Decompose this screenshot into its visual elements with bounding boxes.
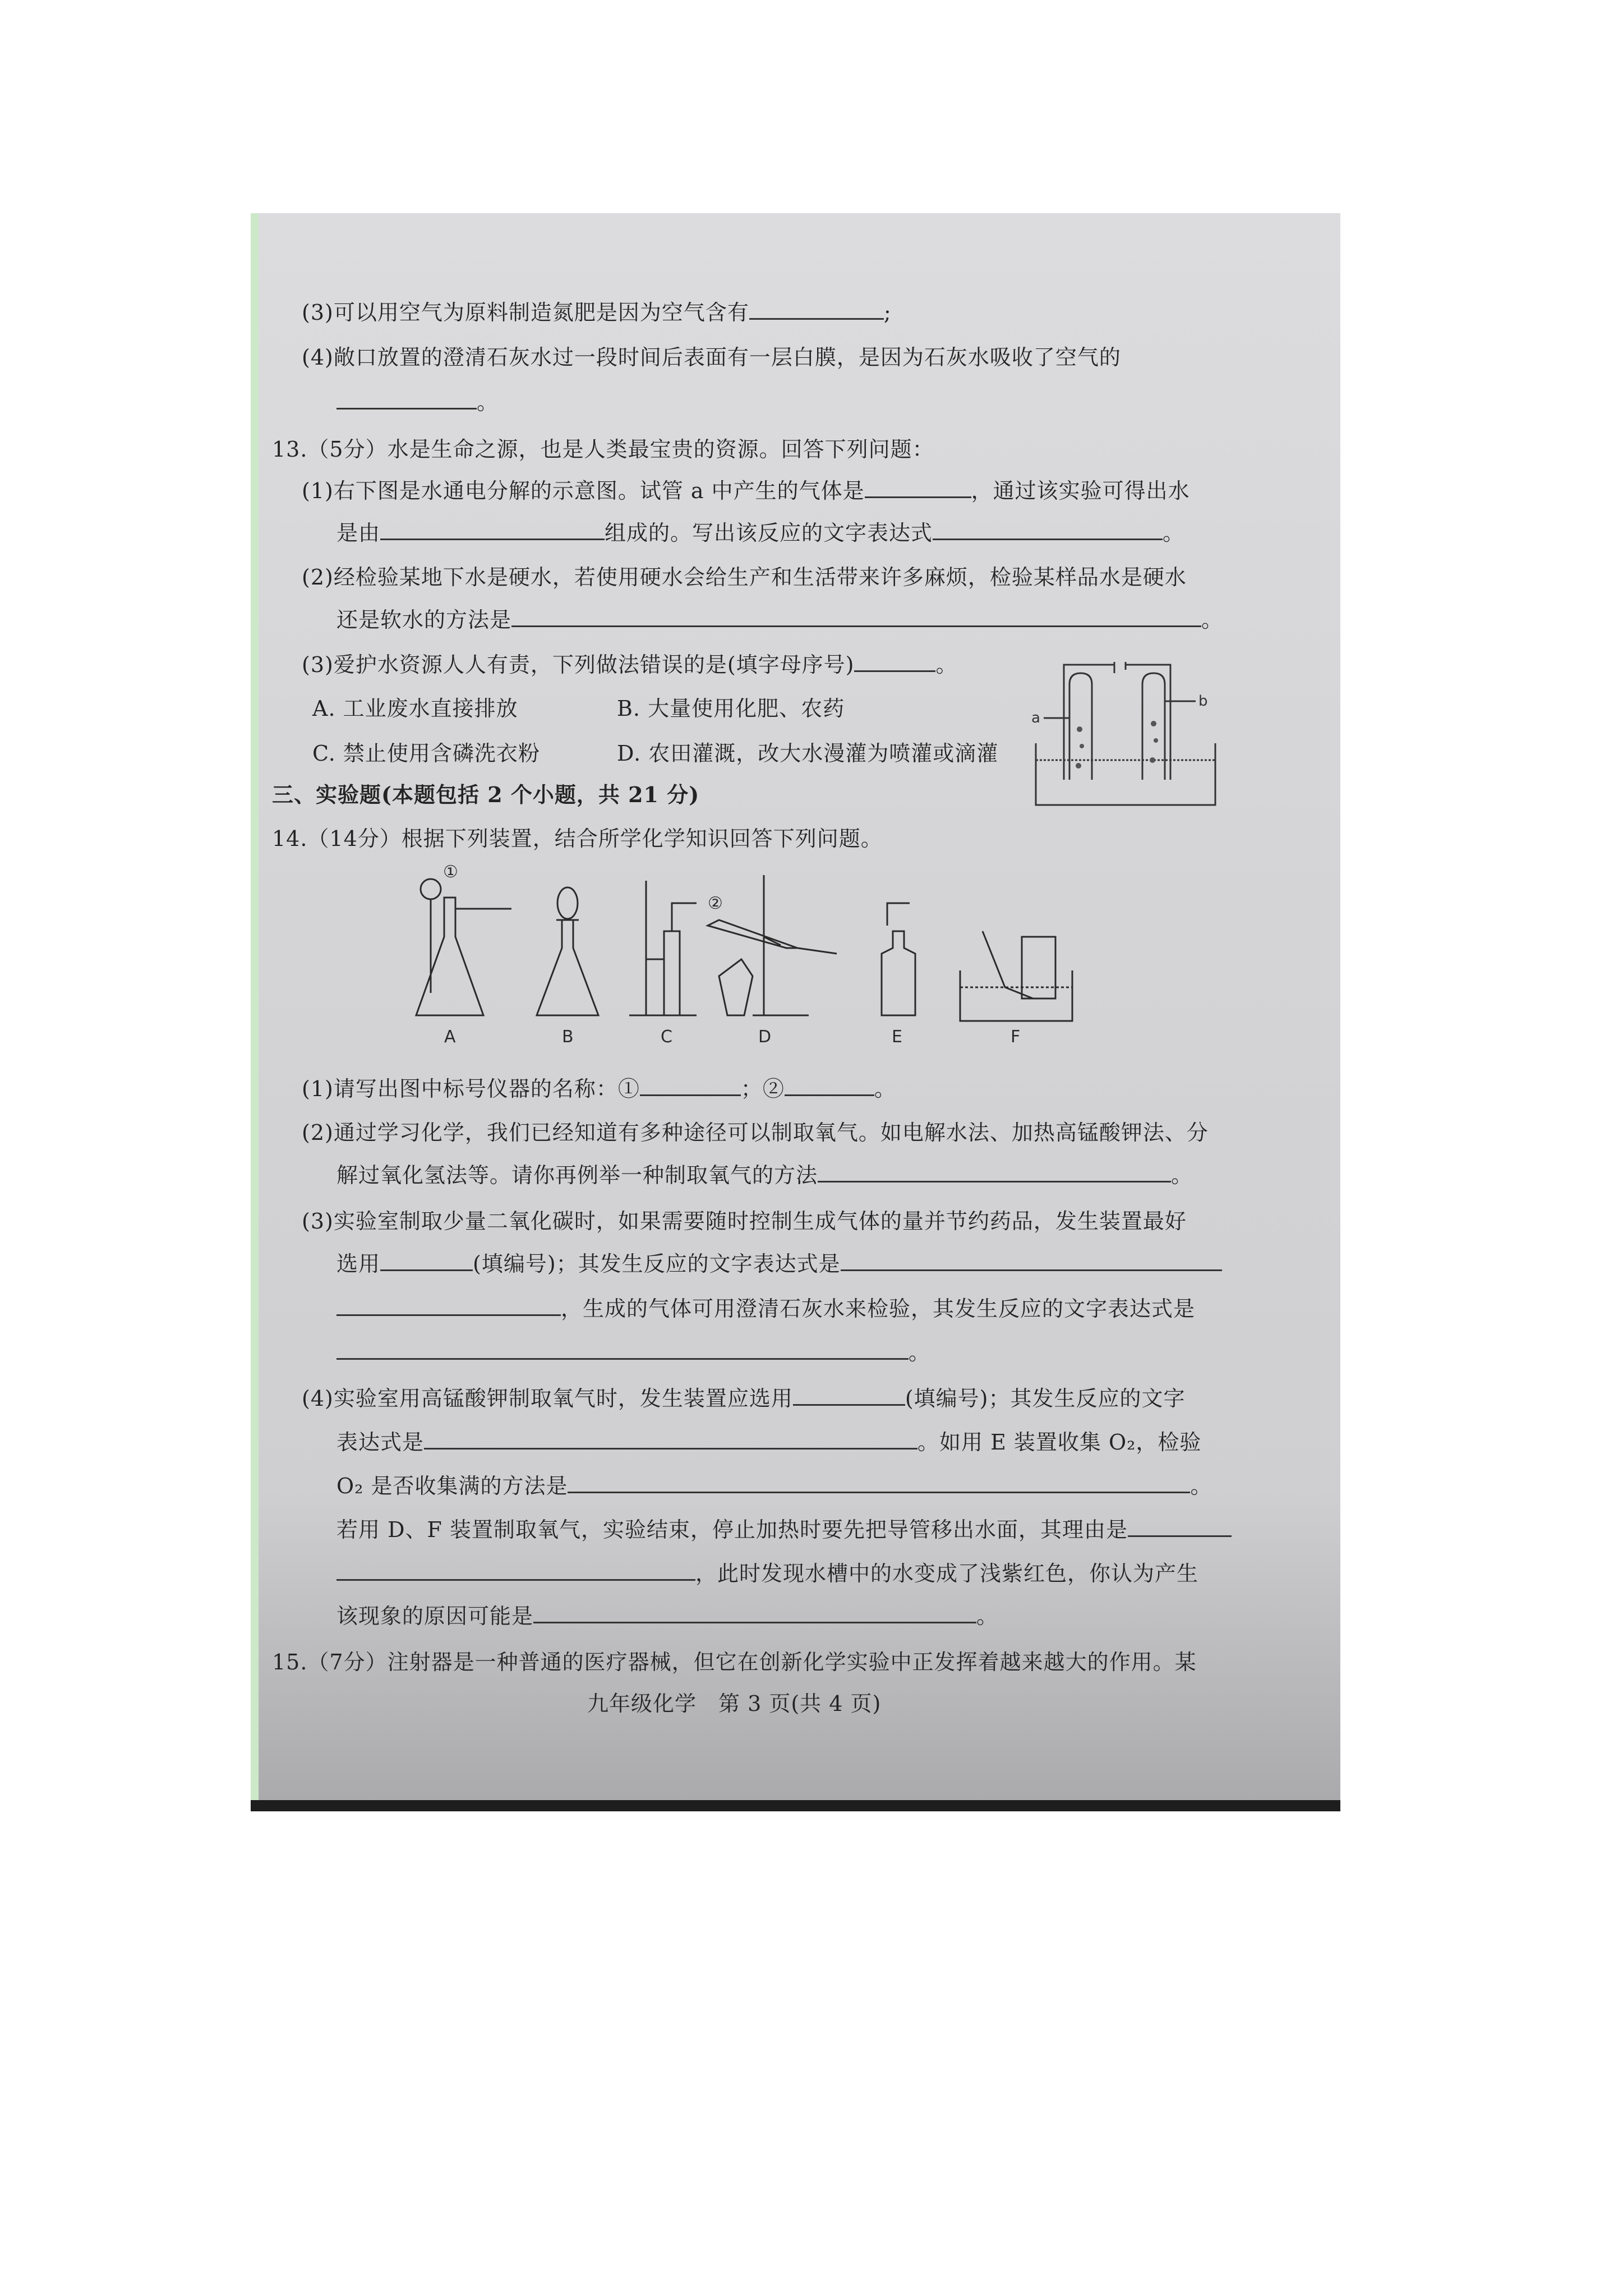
answer-blank[interactable] xyxy=(865,477,971,498)
label-e: E xyxy=(892,1027,902,1047)
answer-blank[interactable] xyxy=(818,1162,1171,1182)
q13-part1-line1: (1)右下图是水通电分解的示意图。试管 a 中产生的气体是 ，通过该实验可得出水 xyxy=(302,478,1190,503)
photo-left-edge xyxy=(251,213,259,1811)
answer-blank[interactable] xyxy=(1128,1516,1232,1537)
q12-part3: (3)可以用空气为原料制造氮肥是因为空气含有 ; xyxy=(302,300,892,325)
answer-blank[interactable] xyxy=(336,1295,561,1316)
label-a: a xyxy=(1031,710,1040,726)
q14-part4-line5: ，此时发现水槽中的水变成了浅紫红色，你认为产生 xyxy=(336,1559,1198,1588)
photo-bottom-edge xyxy=(251,1800,1340,1811)
answer-blank[interactable] xyxy=(336,1339,909,1360)
q13-option-b: B. 大量使用化肥、农药 xyxy=(617,696,845,721)
q15-stem: 15.（7分）注射器是一种普通的医疗器械，但它在创新化学实验中正发挥着越来越大的作用。某 xyxy=(272,1650,1197,1674)
test-tube-a xyxy=(1069,673,1092,780)
apparatus-f xyxy=(960,931,1072,1021)
answer-blank[interactable] xyxy=(380,1250,473,1271)
q14-part1: (1)请写出图中标号仪器的名称：① ；② 。 xyxy=(302,1076,896,1101)
lab-apparatus-figure xyxy=(394,864,1123,1049)
page-footer: 九年级化学 第 3 页(共 4 页) xyxy=(587,1691,882,1716)
label-c: C xyxy=(661,1027,672,1047)
section-3-heading: 三、实验题(本题包括 2 个小题，共 21 分) xyxy=(272,782,700,807)
q13-part2-line2: 还是软水的方法是 。 xyxy=(336,608,1224,632)
answer-blank[interactable] xyxy=(568,1473,1190,1493)
q12-part4-blank-line: 。 xyxy=(336,388,499,416)
q13-stem: 13.（5分）水是生命之源，也是人类最宝贵的资源。回答下列问题： xyxy=(272,437,934,462)
wire-right xyxy=(1126,665,1170,780)
answer-blank[interactable] xyxy=(793,1385,905,1406)
answer-blank[interactable] xyxy=(336,1560,695,1581)
q14-part4-line2: 表达式是 。如用 E 装置收集 O₂，检验 xyxy=(336,1430,1202,1455)
label-a: A xyxy=(444,1027,456,1047)
apparatus-d xyxy=(708,875,837,1015)
q14-part3-line3: ，生成的气体可用澄清石灰水来检验，其发生反应的文字表达式是 xyxy=(336,1295,1195,1323)
label-d: D xyxy=(758,1027,772,1047)
answer-blank[interactable] xyxy=(640,1075,741,1096)
apparatus-e xyxy=(882,903,915,1015)
q14-part3-line1: (3)实验室制取少量二氧化碳时，如果需要随时控制生成气体的量并节约药品，发生装置最好 xyxy=(302,1209,1187,1234)
water-trough xyxy=(1036,743,1215,805)
label-b: B xyxy=(562,1027,574,1047)
q13-option-c: C. 禁止使用含磷洗衣粉 xyxy=(312,741,540,766)
q13-part1-line2: 是由 组成的。写出该反应的文字表达式 。 xyxy=(336,521,1185,545)
answer-blank[interactable] xyxy=(533,1603,976,1623)
wire-left xyxy=(1064,665,1114,780)
mark-1: ① xyxy=(443,864,458,882)
q13-option-d: D. 农田灌溉，改大水漫灌为喷灌或滴灌 xyxy=(617,741,999,766)
q13-part3: (3)爱护水资源人人有责，下列做法错误的是(填字母序号) 。 xyxy=(302,652,958,677)
answer-blank[interactable] xyxy=(841,1250,1222,1271)
apparatus-c xyxy=(629,881,697,1015)
q14-part2-line1: (2)通过学习化学，我们已经知道有多种途径可以制取氧气。如电解水法、加热高锰酸钾法、分 xyxy=(302,1120,1209,1145)
q14-part3-line2: 选用 (填编号)；其发生反应的文字表达式是 xyxy=(336,1250,1222,1278)
apparatus-b xyxy=(537,887,598,1015)
q14-part3-line4: 。 xyxy=(336,1338,930,1366)
electrolysis-figure xyxy=(1030,662,1221,813)
q14-part4-line6: 该现象的原因可能是 。 xyxy=(336,1604,999,1628)
answer-blank[interactable] xyxy=(785,1075,874,1096)
q14-part2-line2: 解过氧化氢法等。请你再例举一种制取氧气的方法 。 xyxy=(336,1163,1193,1188)
label-b: b xyxy=(1198,693,1208,710)
q14-part4-line4: 若用 D、F 装置制取氧气，实验结束，停止加热时要先把导管移出水面，其理由是 xyxy=(336,1516,1232,1544)
scanned-exam-page xyxy=(251,213,1340,1811)
q14-part4-line1: (4)实验室用高锰酸钾制取氧气时，发生装置应选用 (填编号)；其发生反应的文字 xyxy=(302,1386,1186,1411)
answer-blank[interactable] xyxy=(854,651,935,672)
q13-part2-line1: (2)经检验某地下水是硬水，若使用硬水会给生产和生活带来许多麻烦，检验某样品水是硬水 xyxy=(302,565,1187,590)
q12-part4: (4)敞口放置的澄清石灰水过一段时间后表面有一层白膜，是因为石灰水吸收了空气的 xyxy=(302,345,1121,370)
answer-blank[interactable] xyxy=(749,299,884,320)
answer-blank[interactable] xyxy=(380,519,605,540)
q14-stem: 14.（14分）根据下列装置，结合所学化学知识回答下列问题。 xyxy=(272,826,883,851)
answer-blank[interactable] xyxy=(336,389,477,409)
apparatus-a xyxy=(416,879,511,1015)
label-f: F xyxy=(1011,1027,1021,1047)
answer-blank[interactable] xyxy=(933,519,1163,540)
answer-blank[interactable] xyxy=(424,1429,917,1450)
q14-part4-line3: O₂ 是否收集满的方法是 。 xyxy=(336,1474,1212,1498)
mark-2: ② xyxy=(708,894,723,913)
answer-blank[interactable] xyxy=(511,606,1201,627)
q13-option-a: A. 工业废水直接排放 xyxy=(312,696,518,721)
